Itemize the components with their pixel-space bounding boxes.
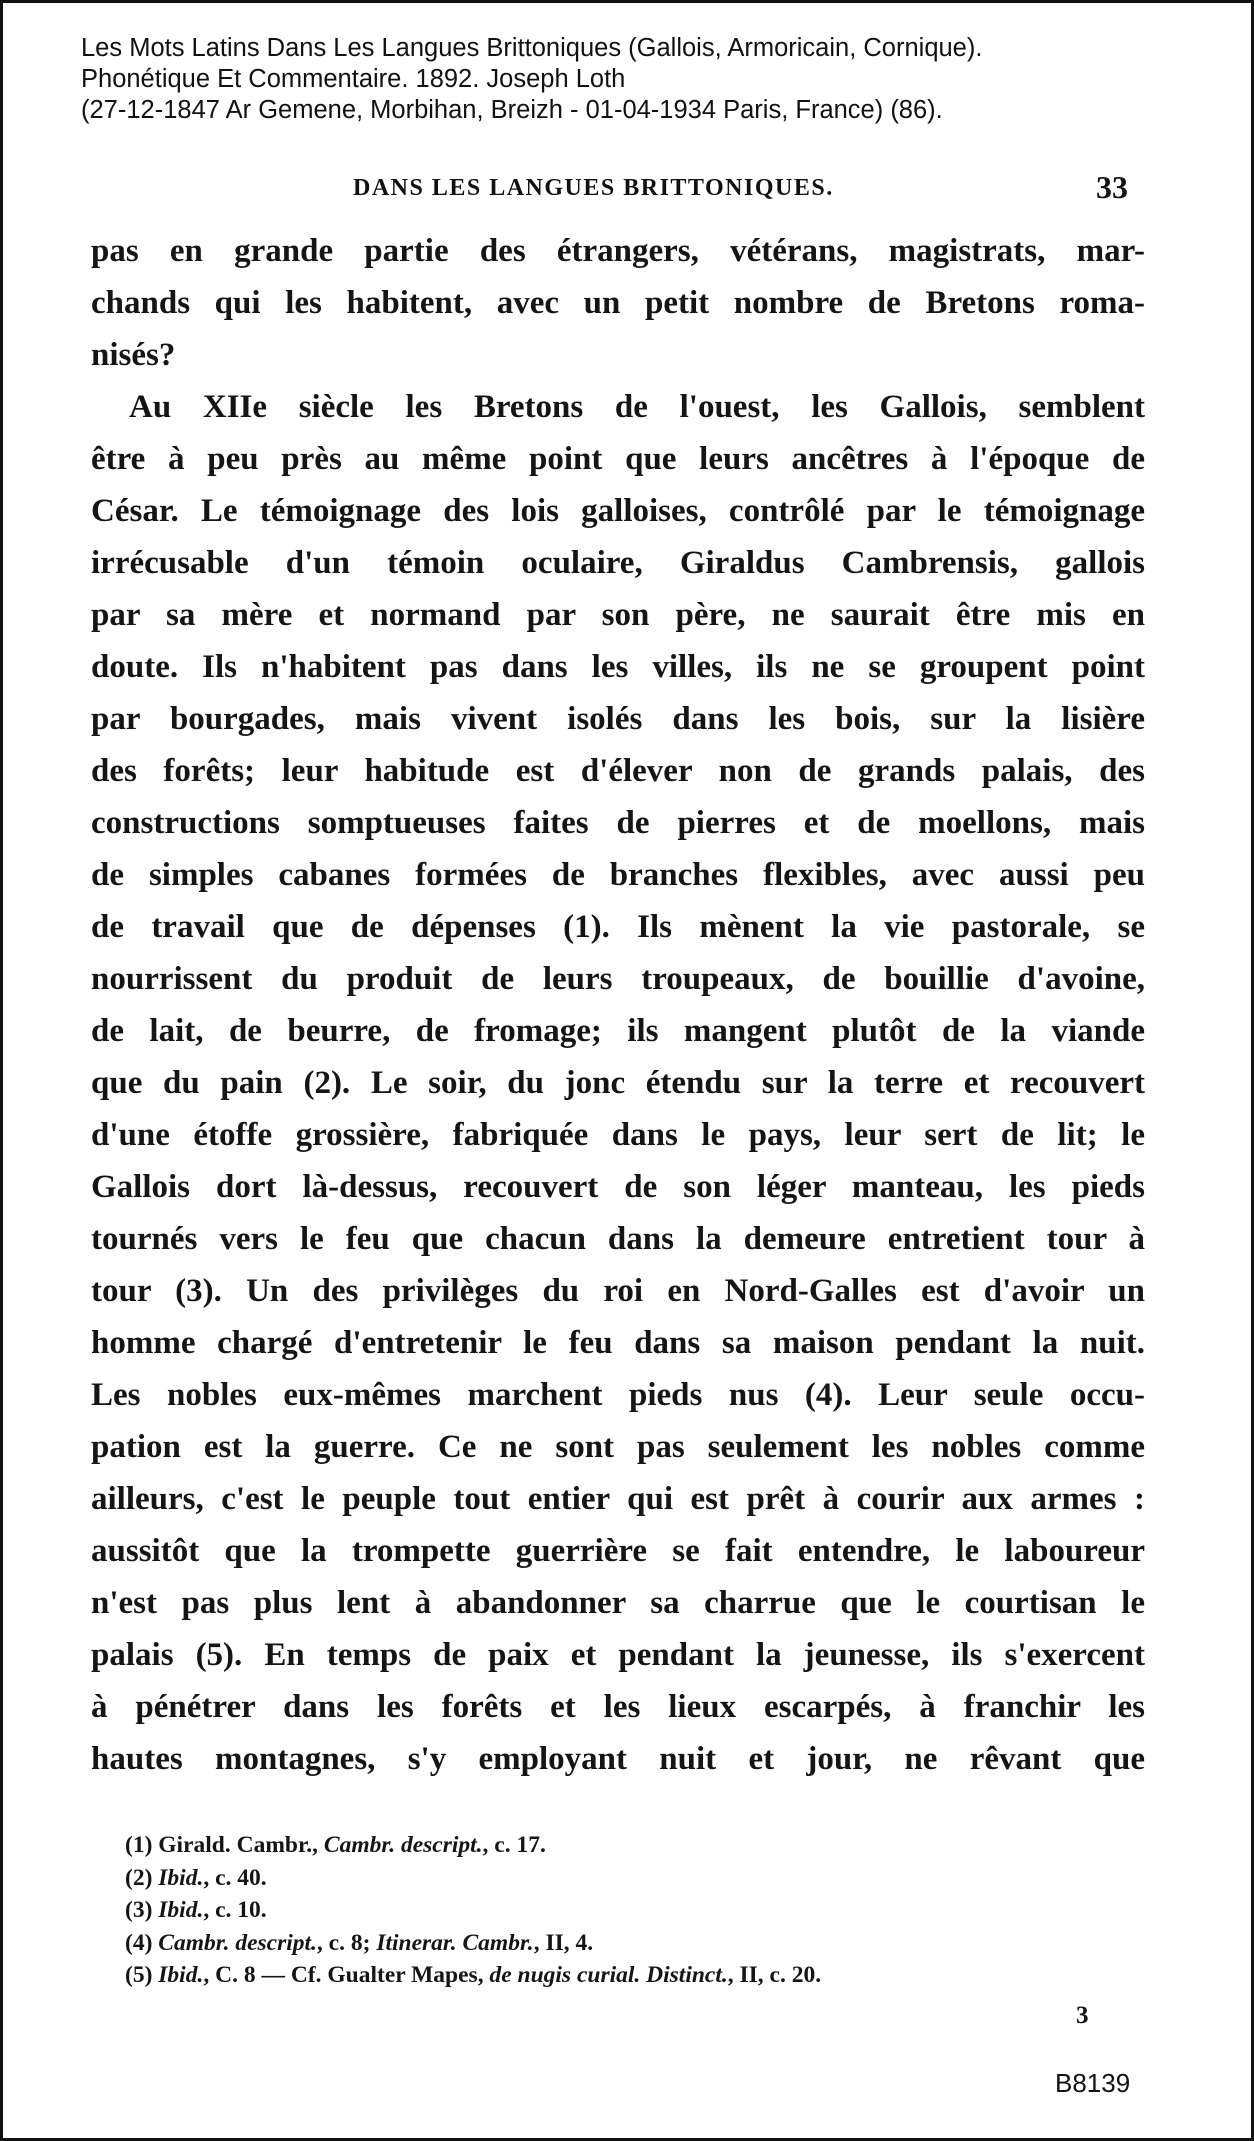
text-line: Les nobles eux-mêmes marchent pieds nus (4). Leur seule occu- <box>91 1377 1145 1413</box>
text-line: par bourgades, mais vivent isolés dans les bois, sur la lisière <box>91 701 1145 737</box>
text-line: constructions somptueuses faites de pierres et de moellons, mais <box>91 805 1145 841</box>
footnote-number: (5) <box>125 1962 153 1988</box>
text-line: à pénétrer dans les forêts et les lieux escarpés, à franchir les <box>91 1689 1145 1725</box>
source-header-line: Les Mots Latins Dans Les Langues Brittoniques (Gallois, Armoricain, Cornique). <box>81 34 983 62</box>
running-head: DANS LES LANGUES BRITTONIQUES. <box>353 175 834 201</box>
body-text <box>91 225 1145 1785</box>
text-line: nisés? <box>91 337 176 373</box>
footnote <box>125 1894 821 1927</box>
text-line: par sa mère et normand par son père, ne saurait être mis en <box>91 597 1145 633</box>
footnote-text: , c. 40. <box>203 1864 267 1891</box>
footnote-text: , c. 8; <box>316 1929 377 1956</box>
footnote-italic: Ibid. <box>158 1962 204 1988</box>
text-line: être à peu près au même point que leurs ancêtres à l'époque de <box>91 441 1145 477</box>
signature-mark: 3 <box>1076 2002 1089 2029</box>
footnotes <box>125 1829 821 1992</box>
text-line: palais (5). En temps de paix et pendant la jeunesse, ils s'exercent <box>91 1637 1145 1673</box>
footnote <box>125 1959 821 1992</box>
footnote-italic: Ibid. <box>158 1897 204 1923</box>
text-line: des forêts; leur habitude est d'élever non de grands palais, des <box>91 753 1145 789</box>
text-line: irrécusable d'un témoin oculaire, Giraldus Cambrensis, gallois <box>91 545 1145 581</box>
text-line: tournés vers le feu que chacun dans la demeure entretient tour à <box>91 1221 1145 1257</box>
footnote <box>125 1862 821 1895</box>
footnote-italic: Itinerar. Cambr. <box>376 1929 534 1956</box>
text-line: ailleurs, c'est le peuple tout entier qui est prêt à courir aux armes : <box>91 1481 1145 1517</box>
footnote-text: , c. 10. <box>203 1897 267 1923</box>
footnote-italic: Cambr. descript. <box>158 1929 317 1956</box>
text-line: pation est la guerre. Ce ne sont pas seulement les nobles comme <box>91 1429 1145 1465</box>
footnote-text: , c. 17. <box>482 1832 546 1858</box>
text-line: aussitôt que la trompette guerrière se fait entendre, le laboureur <box>91 1533 1145 1569</box>
footnote-text: , II, c. 20. <box>727 1962 822 1988</box>
text-line: hautes montagnes, s'y employant nuit et jour, ne rêvant que <box>91 1741 1145 1777</box>
text-line: de lait, de beurre, de fromage; ils mangent plutôt de la viande <box>91 1013 1145 1049</box>
text-line: doute. Ils n'habitent pas dans les villes, ils ne se groupent point <box>91 649 1145 685</box>
text-line: pas en grande partie des étrangers, vétérans, magistrats, mar- <box>91 233 1145 269</box>
footnote-text: , II, 4. <box>533 1929 594 1956</box>
text-line: Gallois dort là-dessus, recouvert de son léger manteau, les pieds <box>91 1169 1145 1205</box>
source-header-line: Phonétique Et Commentaire. 1892. Joseph Loth <box>81 65 626 93</box>
footnote-italic: Ibid. <box>158 1864 204 1891</box>
catalog-id: B8139 <box>1055 2068 1131 2098</box>
text-line: César. Le témoignage des lois galloises, contrôlé par le témoignage <box>91 493 1145 529</box>
footnote-text: , C. 8 — Cf. Gualter Mapes, <box>203 1962 490 1988</box>
text-line: de travail que de dépenses (1). Ils mènent la vie pastorale, se <box>91 909 1145 945</box>
text-line: Au XIIe siècle les Bretons de l'ouest, les Gallois, semblent <box>129 389 1145 425</box>
page-number: 33 <box>1096 169 1128 205</box>
text-line: nourrissent du produit de leurs troupeaux, de bouillie d'avoine, <box>91 961 1145 997</box>
text-line: que du pain (2). Le soir, du jonc étendu sur la terre et recouvert <box>91 1065 1145 1101</box>
text-line: d'une étoffe grossière, fabriquée dans le pays, leur sert de lit; le <box>91 1117 1145 1153</box>
text-line: n'est pas plus lent à abandonner sa charrue que le courtisan le <box>91 1585 1145 1621</box>
text-line: chands qui les habitent, avec un petit nombre de Bretons roma- <box>91 285 1145 321</box>
text-line: tour (3). Un des privilèges du roi en Nord-Galles est d'avoir un <box>91 1273 1145 1309</box>
footnote-italic: de nugis curial. Distinct. <box>489 1962 728 1988</box>
footnote-number: (2) <box>125 1864 153 1891</box>
footnote-number: (1) <box>125 1832 153 1858</box>
source-header <box>81 33 1171 126</box>
footnote <box>125 1829 821 1862</box>
footnote-italic: Cambr. descript. <box>323 1832 483 1858</box>
footnote-text: Girald. Cambr., <box>158 1832 324 1858</box>
footnote <box>125 1927 821 1960</box>
source-header-line: (27-12-1847 Ar Gemene, Morbihan, Breizh - 01-04-1934 Paris, France) (86). <box>81 96 943 124</box>
text-line: de simples cabanes formées de branches flexibles, avec aussi peu <box>91 857 1145 893</box>
footnote-number: (3) <box>125 1897 153 1923</box>
footnote-number: (4) <box>125 1929 153 1956</box>
text-line: homme chargé d'entretenir le feu dans sa maison pendant la nuit. <box>91 1325 1145 1361</box>
